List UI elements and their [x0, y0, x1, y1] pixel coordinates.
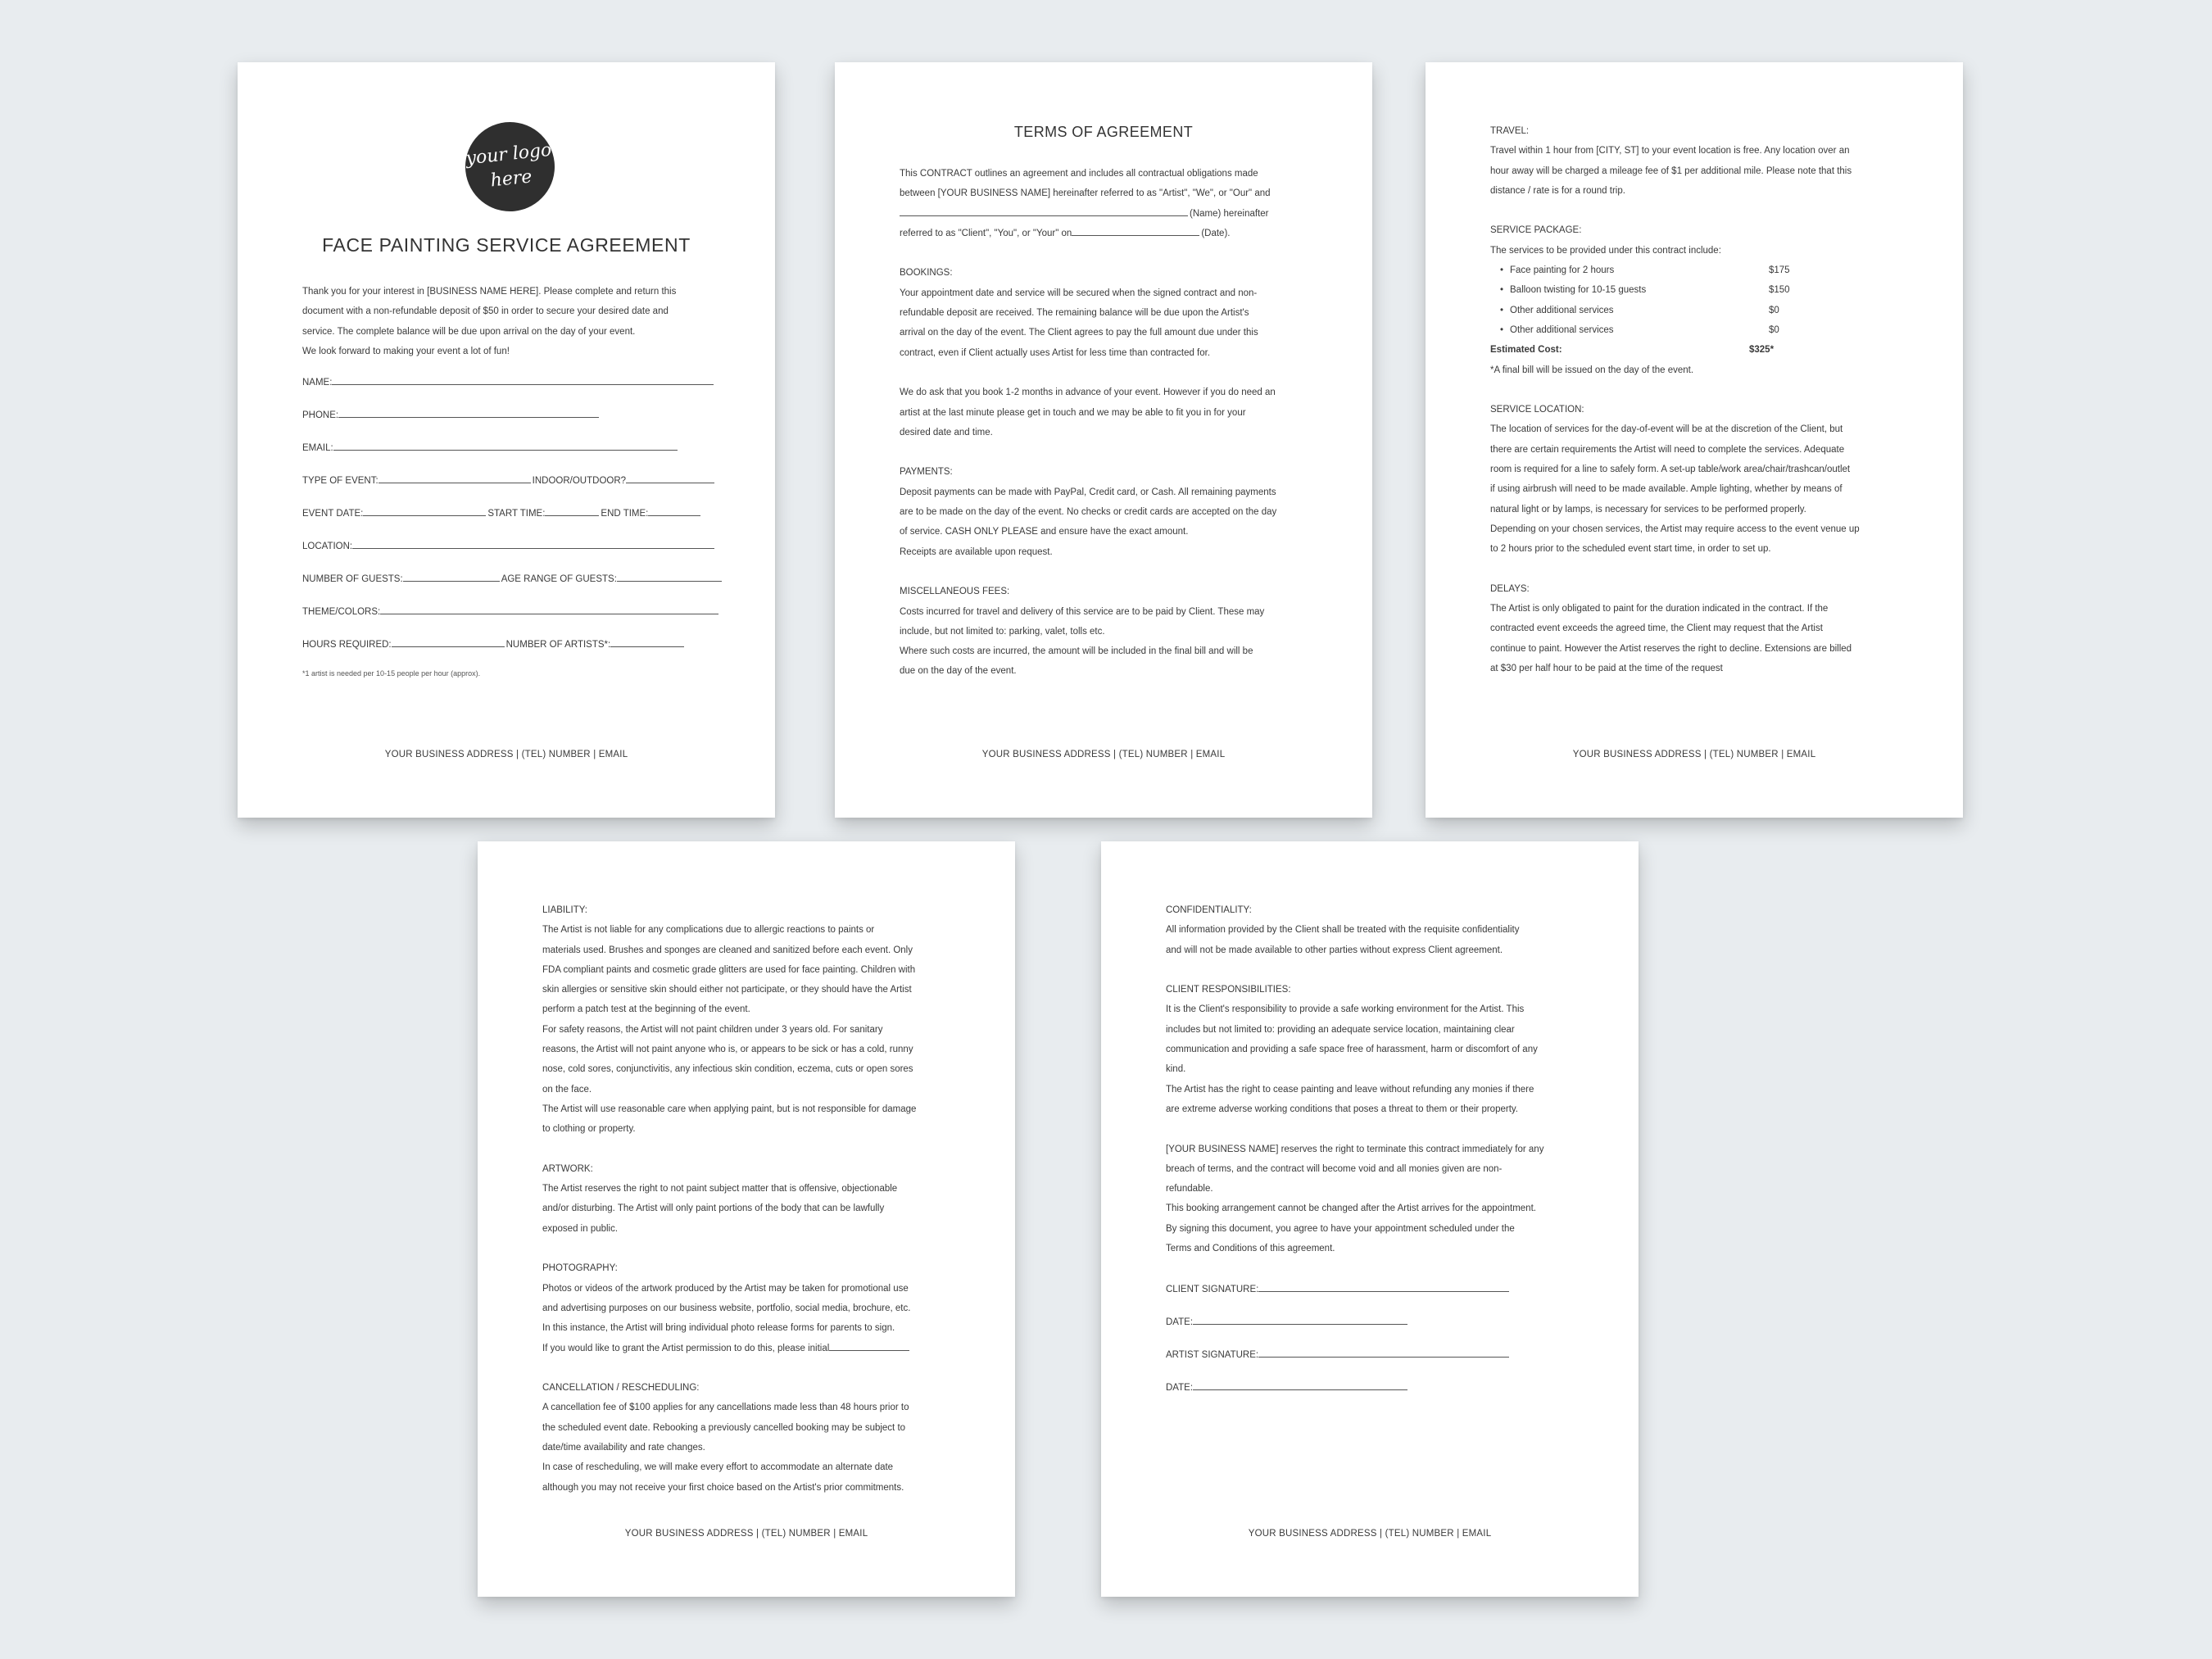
page-footer: YOUR BUSINESS ADDRESS | (TEL) NUMBER | EMAIL: [384, 750, 628, 759]
body-line: Photos or videos of the artwork produced by the Artist may be taken for promotional use: [542, 1283, 909, 1294]
body-line: It is the Client's responsibility to provide a safe working environment for the Artist. This: [1166, 1004, 1525, 1015]
field-location[interactable]: [302, 530, 726, 563]
section-heading: SERVICE LOCATION:: [1490, 405, 1584, 415]
field-phone[interactable]: [302, 399, 726, 432]
package-item-name: • Face painting for 2 hours: [1490, 261, 1769, 280]
body-line: [YOUR BUSINESS NAME] reserves the right to terminate this contract immediately for any: [1166, 1144, 1544, 1154]
field-label: START TIME:: [487, 509, 546, 519]
body-line: date/time availability and rate changes.: [542, 1443, 705, 1453]
page-footer: YOUR BUSINESS ADDRESS | (TEL) NUMBER | EMAIL: [981, 750, 1226, 759]
body-line: By signing this document, you agree to have your appointment scheduled under the: [1166, 1223, 1515, 1234]
body-line: if using airbrush will need to be made available. Ample lighting, whether by means of: [1490, 484, 1843, 495]
field-label: HOURS REQUIRED:: [302, 640, 392, 650]
section-heading: ARTWORK:: [542, 1163, 593, 1174]
body-line: communication and providing a safe space free of harassment, harm or discomfort of any: [1166, 1045, 1538, 1055]
body-line: hour away will be charged a mileage fee of $1 per additional mile. Please note that this: [1490, 165, 1852, 176]
body-line: to 2 hours prior to the scheduled event start time, in order to set up.: [1490, 544, 1771, 555]
page-footer: YOUR BUSINESS ADDRESS | (TEL) NUMBER | EMAIL: [1248, 1529, 1492, 1539]
field-label: NUMBER OF ARTISTS*:: [505, 640, 611, 650]
field-label: EMAIL:: [302, 443, 333, 454]
field-label: THEME/COLORS:: [302, 607, 381, 618]
logo-text-line1: your logo: [465, 139, 553, 170]
body-line: nose, cold sores, conjunctivitis, any infectious skin condition, eczema, cuts or open sores: [542, 1064, 913, 1075]
field-label: PHONE:: [302, 410, 339, 421]
page-face-painting-form: [238, 62, 775, 818]
body-line: breach of terms, and the contract will become void and all monies given are non-: [1166, 1163, 1503, 1174]
body-line: are extreme adverse working conditions that poses a threat to them or their property.: [1166, 1104, 1518, 1114]
body-line: *A final bill will be issued on the day of the event.: [1490, 365, 1694, 375]
body-line: The Artist has the right to cease painting and leave without refunding any monies if there: [1166, 1084, 1534, 1095]
contract-line: [900, 204, 1323, 224]
body-line: materials used. Brushes and sponges are cleaned and sanitized before each event. Only: [542, 945, 913, 955]
contract-text: (Name) hereinafter: [1190, 208, 1269, 219]
section-heading: CANCELLATION / RESCHEDULING:: [542, 1383, 700, 1394]
intro-line: We look forward to making your event a lot of fun!: [302, 346, 510, 356]
logo-placeholder: [461, 118, 560, 216]
body-line: continue to paint. However the Artist reserves the right to decline. Extensions are billed: [1490, 643, 1852, 654]
package-item-price: $0: [1769, 324, 1779, 335]
page-title: TERMS OF AGREEMENT: [1013, 124, 1194, 140]
field-label: NAME:: [302, 378, 333, 388]
field-label: DATE:: [1166, 1383, 1194, 1394]
body-line: refundable.: [1166, 1184, 1213, 1194]
body-line: and/or disturbing. The Artist will only paint portions of the body that can be lawfully: [542, 1203, 885, 1214]
body-line: In case of rescheduling, we will make every effort to accommodate an alternate date: [542, 1462, 894, 1473]
body-line: refundable deposit are received. The remaining balance will be due upon the Artist's: [900, 308, 1249, 319]
page-confidentiality-signatures: [1101, 841, 1639, 1597]
estimated-cost: [1490, 340, 1914, 360]
estimated-cost-label: Estimated Cost:: [1490, 345, 1562, 356]
body-line: The location of services for the day-of-event will be at the discretion of the Client, but: [1490, 424, 1843, 435]
section-heading: CLIENT RESPONSIBILITIES:: [1166, 985, 1291, 995]
body-line: contracted event exceeds the agreed time, the Client may request that the Artist: [1490, 623, 1823, 634]
body-line: The Artist is only obligated to paint for the duration indicated in the contract. If the: [1490, 604, 1829, 614]
field-label: INDOOR/OUTDOOR?: [532, 476, 627, 487]
body-line: of service. CASH ONLY PLEASE and ensure have the exact amount.: [900, 527, 1189, 537]
body-line: [542, 1339, 966, 1358]
intro-line: document with a non-refundable deposit of $50 in order to secure your desired date and: [302, 306, 669, 317]
body-line: reasons, the Artist will not paint anyone who is, or appears to be sick or has a cold, runny: [542, 1045, 913, 1055]
body-line: This booking arrangement cannot be changed after the Artist arrives for the appointment.: [1166, 1203, 1536, 1214]
field-guests[interactable]: [302, 563, 726, 596]
body-line: and advertising purposes on our business website, portfolio, social media, brochure, etc.: [542, 1303, 911, 1313]
body-line: contract, even if Client actually uses Artist for less time than contracted for.: [900, 347, 1211, 358]
field-label: NUMBER OF GUESTS:: [302, 574, 403, 585]
logo-text-line2: here: [489, 165, 533, 192]
body-line: All information provided by the Client shall be treated with the requisite confidentiality: [1166, 925, 1520, 936]
contract-text: referred to as "Client", "You", or "Your" on: [900, 228, 1072, 238]
package-item: [1490, 301, 1914, 320]
field-email[interactable]: [302, 432, 726, 465]
package-item-name: • Other additional services: [1490, 320, 1769, 340]
section-heading: BOOKINGS:: [900, 268, 953, 279]
section-heading: MISCELLANEOUS FEES:: [900, 587, 1010, 597]
body-line: desired date and time.: [900, 427, 993, 437]
section-heading: DELAYS:: [1490, 583, 1530, 594]
intro-line: Thank you for your interest in [BUSINESS NAME HERE]. Please complete and return this: [302, 287, 677, 297]
estimated-cost-value: $325*: [1749, 345, 1775, 356]
section-heading: TRAVEL:: [1490, 126, 1530, 136]
body-line: Receipts are available upon request.: [900, 546, 1053, 557]
field-label: DATE:: [1166, 1317, 1194, 1328]
field-type-of-event[interactable]: [302, 465, 726, 497]
client-signature-field[interactable]: [1166, 1273, 1589, 1306]
section-heading: PAYMENTS:: [900, 467, 953, 478]
package-item: [1490, 261, 1914, 280]
body-line: Depending on your chosen services, the Artist may require access to the event venue up: [1490, 524, 1860, 534]
page-footer: YOUR BUSINESS ADDRESS | (TEL) NUMBER | EMAIL: [1572, 750, 1816, 759]
body-line: Costs incurred for travel and delivery of this service are to be paid by Client. These may: [900, 606, 1265, 617]
field-theme-colors[interactable]: [302, 596, 726, 628]
body-line: For safety reasons, the Artist will not paint children under 3 years old. For sanitary: [542, 1024, 883, 1035]
intro-line: service. The complete balance will be due upon arrival on the day of your event.: [302, 326, 636, 337]
body-line: due on the day of the event.: [900, 666, 1017, 677]
body-line: In this instance, the Artist will bring individual photo release forms for parents to sign.: [542, 1323, 895, 1334]
body-line: to clothing or property.: [542, 1124, 636, 1135]
artist-footnote: *1 artist is needed per 10-15 people per hour (approx).: [302, 669, 481, 678]
section-heading: PHOTOGRAPHY:: [542, 1263, 618, 1274]
body-line: although you may not receive your first choice based on the Artist's prior commitments.: [542, 1482, 904, 1493]
field-label: END TIME:: [601, 509, 649, 519]
section-heading: LIABILITY:: [542, 905, 587, 915]
field-label: AGE RANGE OF GUESTS:: [501, 574, 617, 585]
body-line: The Artist reserves the right to not paint subject matter that is offensive, objectionable: [542, 1184, 898, 1194]
page-travel-services: [1426, 62, 1963, 818]
body-line: kind.: [1166, 1064, 1186, 1075]
body-line: the scheduled event date. Rebooking a previously cancelled booking may be subject to: [542, 1422, 906, 1433]
client-date-field[interactable]: [1166, 1306, 1589, 1339]
field-label: LOCATION:: [302, 542, 353, 552]
body-line: The Artist is not liable for any complications due to allergic reactions to paints or: [542, 925, 875, 936]
body-text: If you would like to grant the Artist permission to do this, please initial: [542, 1343, 830, 1353]
section-heading: SERVICE PACKAGE:: [1490, 225, 1582, 236]
contract-line: between [YOUR BUSINESS NAME] hereinafter referred to as "Artist", "We", or "Our" and: [900, 188, 1271, 199]
package-item: [1490, 280, 1914, 300]
package-item-price: $175: [1769, 265, 1790, 276]
page-title: FACE PAINTING SERVICE AGREEMENT: [322, 234, 691, 256]
body-line: include, but not limited to: parking, valet, tolls etc.: [900, 626, 1105, 637]
body-line: Deposit payments can be made with PayPal, Credit card, or Cash. All remaining payments: [900, 487, 1276, 497]
body-line: Where such costs are incurred, the amount will be included in the final bill and will be: [900, 646, 1253, 657]
body-line: Your appointment date and service will be secured when the signed contract and non-: [900, 288, 1258, 298]
page-footer: YOUR BUSINESS ADDRESS | (TEL) NUMBER | EMAIL: [624, 1529, 868, 1539]
field-hours[interactable]: [302, 628, 726, 661]
field-event-date[interactable]: [302, 497, 726, 530]
contract-line: This CONTRACT outlines an agreement and includes all contractual obligations made: [900, 169, 1258, 179]
body-line: A cancellation fee of $100 applies for any cancellations made less than 48 hours prior to: [542, 1403, 909, 1413]
field-label: ARTIST SIGNATURE:: [1166, 1350, 1259, 1361]
body-line: arrival on the day of the event. The Client agrees to pay the full amount due under this: [900, 328, 1258, 338]
body-line: distance / rate is for a round trip.: [1490, 185, 1625, 196]
field-label: CLIENT SIGNATURE:: [1166, 1285, 1259, 1295]
body-line: at $30 per half hour to be paid at the time of the request: [1490, 664, 1723, 674]
package-item-price: $0: [1769, 305, 1779, 315]
body-line: exposed in public.: [542, 1223, 619, 1234]
body-line: there are certain requirements the Artist will need to complete the services. Adequate: [1490, 444, 1845, 455]
package-item-price: $150: [1769, 285, 1790, 296]
field-label: EVENT DATE:: [302, 509, 364, 519]
body-line: Travel within 1 hour from [CITY, ST] to your event location is free. Any location over an: [1490, 146, 1850, 156]
body-line: and will not be made available to other parties without express Client agreement.: [1166, 945, 1503, 955]
contract-line: [900, 224, 1323, 243]
page-terms-of-agreement: [835, 62, 1372, 818]
contract-text: (Date).: [1201, 228, 1231, 238]
body-line: on the face.: [542, 1084, 592, 1095]
body-line: The services to be provided under this contract include:: [1490, 245, 1721, 256]
field-name[interactable]: [302, 366, 726, 399]
body-line: room is required for a line to safely form. A set-up table/work area/chair/trashcan/outlet: [1490, 465, 1851, 475]
body-line: Terms and Conditions of this agreement.: [1166, 1244, 1335, 1254]
artist-date-field[interactable]: [1166, 1371, 1589, 1404]
body-line: FDA compliant paints and cosmetic grade glitters are used for face painting. Children with: [542, 964, 916, 975]
package-item: [1490, 320, 1914, 340]
body-line: natural light or by lamps, is necessary for services to be performed properly.: [1490, 504, 1806, 514]
section-heading: CONFIDENTIALITY:: [1166, 905, 1252, 915]
body-line: We do ask that you book 1-2 months in advance of your event. However if you do need an: [900, 388, 1276, 398]
body-line: artist at the last minute please get in touch and we may be able to fit you in for your: [900, 407, 1246, 418]
body-line: includes but not limited to: providing an adequate service location, maintaining clear: [1166, 1024, 1515, 1035]
artist-signature-field[interactable]: [1166, 1339, 1589, 1371]
package-item-name: • Balloon twisting for 10-15 guests: [1490, 280, 1769, 300]
page-liability: [478, 841, 1015, 1597]
package-item-name: • Other additional services: [1490, 301, 1769, 320]
body-line: perform a patch test at the beginning of the event.: [542, 1004, 750, 1015]
body-line: are to be made on the day of the event. No checks or credit cards are accepted on the day: [900, 507, 1277, 518]
body-line: The Artist will use reasonable care when applying paint, but is not responsible for damage: [542, 1104, 917, 1114]
body-line: skin allergies or sensitive skin should either not participate, or they should have the Artist: [542, 985, 912, 995]
field-label: TYPE OF EVENT:: [302, 476, 378, 487]
